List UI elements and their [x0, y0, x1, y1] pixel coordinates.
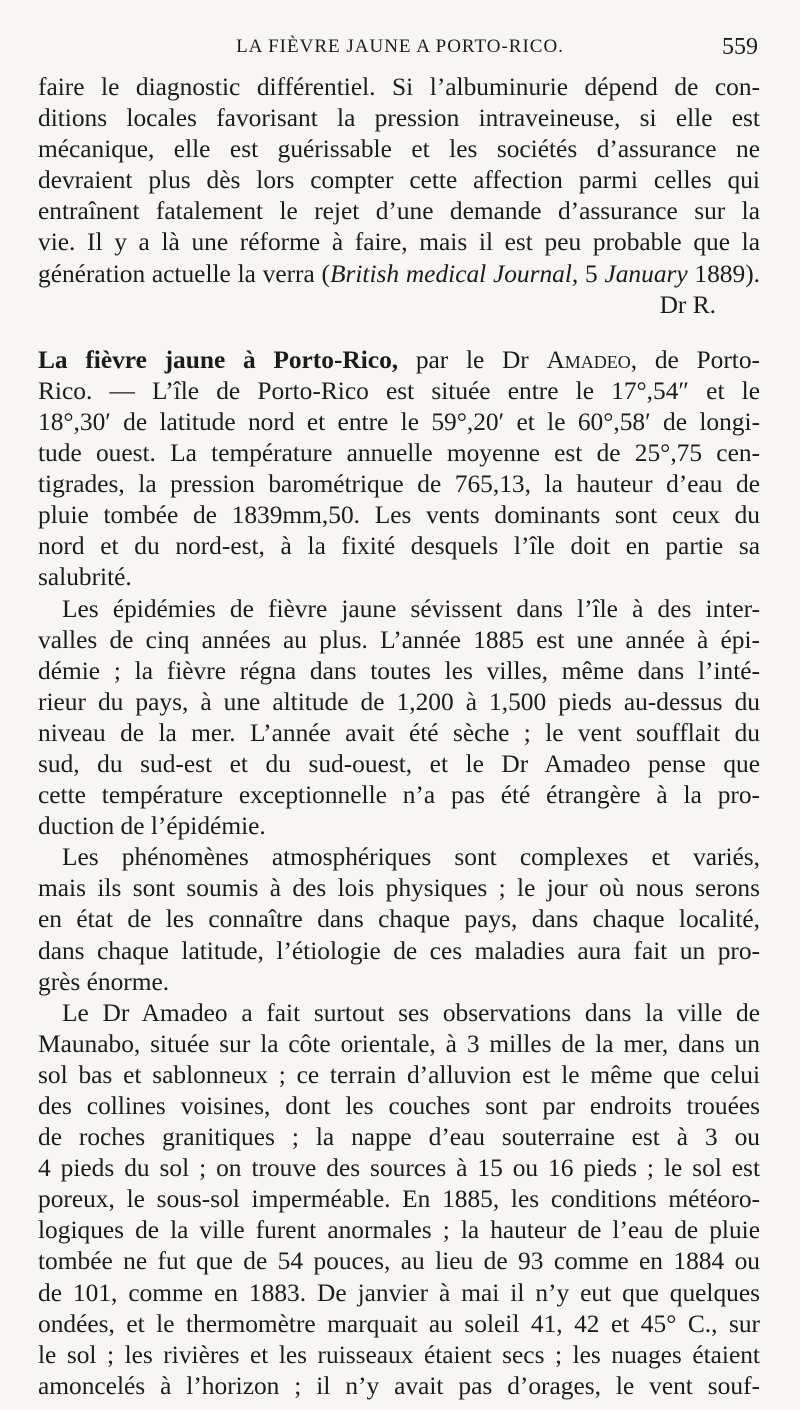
section1: [38, 72, 760, 321]
body-text: [38, 72, 760, 1402]
text-line: Les épidémies de fièvre jaune sévissent dans l’île à des inter-: [62, 594, 760, 623]
signature: Dr R.: [659, 290, 716, 319]
page-number: 559: [722, 34, 758, 60]
text-line: poreux, le sous-sol imperméable. En 1885, les conditions météoro-: [38, 1185, 760, 1214]
paragraph-3: [38, 842, 760, 997]
text-line: logiques de la ville furent anormales ; la hauteur de l’eau de pluie: [38, 1216, 760, 1245]
paragraph-4: [38, 998, 760, 1402]
text-line: rieur du pays, à une altitude de 1,200 à 1,500 pieds au-dessus du: [38, 687, 760, 716]
text-line: de 101, comme en 1883. De janvier à mai il n’y eut que quelques: [38, 1278, 760, 1307]
citation-journal: British medical Journal,: [329, 259, 579, 288]
text-line: tombée ne fut que de 54 pouces, au lieu de 93 comme en 1884 ou: [38, 1247, 760, 1276]
text-line: le sol ; les rivières et les ruisseaux étaient secs ; les nuages étaient: [38, 1340, 760, 1369]
text-line: Maunabo, située sur la côte orientale, à 3 milles de la mer, dans un: [38, 1029, 760, 1058]
text-line: salubrité.: [38, 563, 132, 592]
text-line: ditions locales favorisant la pression intraveineuse, si elle est: [38, 104, 760, 133]
text-line: 18°,30′ de latitude nord et entre le 59°,20′ et le 60°,58′ de longi-: [38, 407, 760, 436]
text-line: niveau de la mer. L’année avait été sèche ; le vent soufflait du: [38, 718, 760, 747]
text-line: Le Dr Amadeo a fait surtout ses observations dans la ville de: [62, 998, 760, 1027]
section-title: La fièvre jaune à Porto-Rico,: [38, 345, 399, 374]
text-line: 4 pieds du sol ; on trouve des sources à 15 ou 16 pieds ; le sol est: [38, 1154, 760, 1183]
paragraph-2: [38, 594, 760, 843]
section-heading-line: [38, 345, 760, 376]
text-line: Les phénomènes atmosphériques sont complexes et variés,: [62, 843, 760, 872]
text-segment: génération actuelle la verra (: [38, 259, 330, 288]
text-line: amoncelés à l’horizon ; il n’y avait pas d’orages, le vent souf-: [38, 1371, 760, 1400]
text-line: dans chaque latitude, l’étiologie de ces maladies aura fait un pro-: [38, 936, 760, 965]
text-segment: 1889).: [687, 259, 760, 288]
text-line: Rico. — L’île de Porto-Rico est située entre le 17°,54″ et le: [38, 376, 760, 405]
text-line: pluie tombée de 1839mm,50. Les vents dominants sont ceux du: [38, 501, 760, 530]
page-header: [40, 34, 760, 62]
text-line: nord et du nord-est, à la fixité desquels l’île doit en partie sa: [38, 532, 760, 561]
text-segment: 5: [578, 259, 605, 288]
text-line: mécanique, elle est guérissable et les sociétés d’assurance ne: [38, 135, 760, 164]
text-line: devraient plus dès lors compter cette affection parmi celles qui: [38, 166, 760, 195]
text-line: en état de les connaître dans chaque pays, dans chaque localité,: [38, 905, 760, 934]
section2: [38, 345, 760, 594]
section-gap: [38, 321, 760, 345]
text-line: entraînent fatalement le rejet d’une demande d’assurance sur la: [38, 197, 760, 226]
text-line: démie ; la fièvre régna dans toutes les villes, même dans l’inté-: [38, 656, 760, 685]
text-segment: par le Dr: [398, 345, 547, 374]
author-name: Amadeo: [546, 345, 631, 374]
text-segment: , de Porto-: [630, 345, 760, 374]
text-line: vie. Il y a là une réforme à faire, mais il est peu probable que la: [38, 228, 760, 257]
running-title: LA FIÈVRE JAUNE A PORTO-RICO.: [236, 36, 564, 57]
text-line: ondées, et le thermomètre marquait au soleil 41, 42 et 45° C., sur: [38, 1309, 760, 1338]
text-line: sol bas et sablonneux ; ce terrain d’alluvion est le même que celui: [38, 1060, 760, 1089]
text-line: des collines voisines, dont les couches sont par endroits trouées: [38, 1092, 760, 1120]
text-line: valles de cinq années au plus. L’année 1885 est une année à épi-: [38, 625, 760, 654]
text-line: duction de l’épidémie.: [38, 812, 266, 841]
text-line: cette température exceptionnelle n’a pas été étrangère à la pro-: [38, 781, 760, 810]
text-line: tigrades, la pression barométrique de 765,13, la hauteur d’eau de: [38, 470, 760, 499]
text-line-citation: [38, 259, 760, 290]
text-line: grès énorme.: [38, 967, 170, 996]
text-line: tude ouest. La température annuelle moyenne est de 25°,75 cen-: [38, 439, 760, 468]
citation-month: January: [604, 259, 688, 288]
text-line: de roches granitiques ; la nappe d’eau souterraine est à 3 ou: [38, 1123, 760, 1152]
text-line: mais ils sont soumis à des lois physiques ; le jour où nous serons: [38, 874, 760, 903]
text-line: faire le diagnostic différentiel. Si l’albuminurie dépend de con-: [38, 73, 760, 101]
text-line: sud, du sud-est et du sud-ouest, et le Dr Amadeo pense que: [38, 749, 760, 778]
